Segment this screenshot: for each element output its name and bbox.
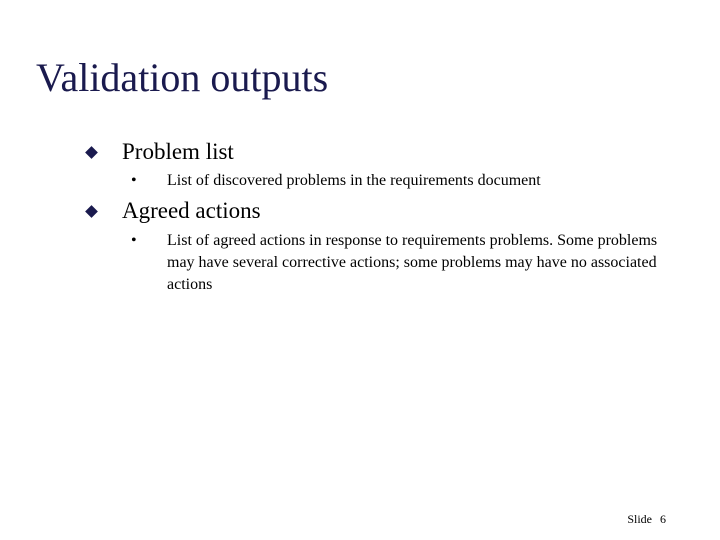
bullet-label: Problem list [122,139,234,164]
slide-footer [627,512,666,526]
slide-title: Validation outputs [36,55,329,100]
diamond-bullet-icon [85,205,98,218]
bullet-label: Agreed actions [122,198,261,223]
sub-bullet-text: List of discovered problems in the requirements document [167,172,541,189]
sub-bullet-text: List of agreed actions in response to requirements problems. Some problems may have several corrective actions; some problems may have no associated actions [167,232,658,293]
slide-label: Slide [627,512,652,526]
slide-number: 6 [660,512,666,526]
diamond-bullet-icon [85,146,98,159]
sub-bullet-dot-icon: • [131,232,137,249]
sub-bullet-dot-icon: • [131,172,137,189]
